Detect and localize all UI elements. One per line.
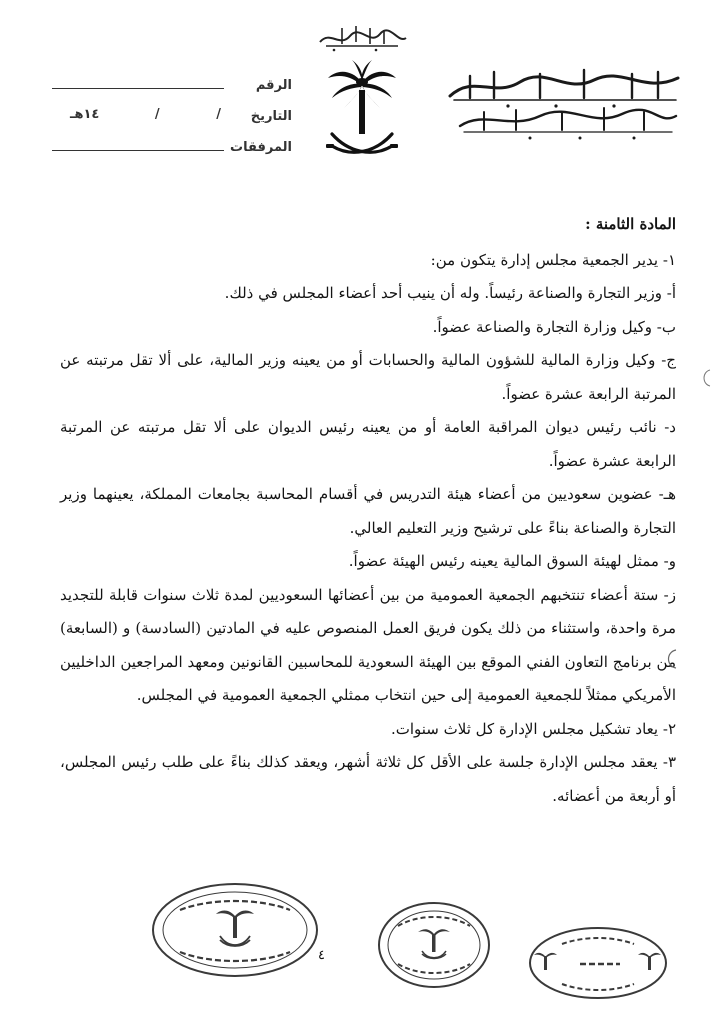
list-item-a: أ- وزير التجارة والصناعة رئيساً. وله أن ينيب أحد أعضاء المجلس في ذلك. [224, 284, 676, 302]
attachments-label: المرفقات [230, 140, 292, 155]
basmala-calligraphy [312, 22, 412, 54]
list-item-f: و- ممثل لهيئة السوق المالية يعينه رئيس الهيئة عضواً. [348, 552, 676, 570]
list-item-b: ب- وكيل وزارة التجارة والصناعة عضواً. [432, 317, 676, 336]
margin-mark [700, 368, 712, 388]
number-label: الرقم [255, 78, 292, 93]
paragraph-3: ٣- يعقد مجلس الإدارة جلسة على الأقل كل ثلاثة أشهر، ويعقد كذلك بناءً على طلب رئيس المجلس، أو أربعة من أعضائه. [60, 753, 676, 805]
article-body [60, 208, 676, 813]
attachments-field [52, 124, 292, 155]
article-title: المادة الثامنة : [585, 215, 676, 233]
secretariat-stamp [376, 900, 492, 990]
list-item-c: ج- وكيل وزارة المالية للشؤون المالية والحسابات أو من يعينه وزير المالية، على ألا تقل مرتبته عن المرتبة الرابعة عشرة عضواً. [60, 351, 676, 403]
number-line [52, 87, 224, 89]
true-copy-stamp [528, 926, 668, 1000]
date-suffix: ١٤هـ [70, 107, 100, 122]
paragraph-1-intro: ١- يدير الجمعية مجلس إدارة يتكون من: [430, 250, 676, 269]
date-value [52, 107, 230, 124]
margin-mark [664, 648, 678, 670]
number-field [52, 62, 292, 93]
date-sep-2: / [154, 107, 161, 122]
list-item-g: ز- ستة أعضاء تنتخبهم الجمعية العمومية من بين أعضائها السعوديين لمدة ثلاث سنوات قابلة للتجديد مرة واحدة، واستثناء من ذلك يكون فريق العمل المنصوص عليه في المادتين (السادسة) و (السابعة) من برنامج التعاون الفني الموقع بين الهيئة السعودية للمحاسبين القانونين ومعهد المراجعين الداخليين الأمريكي ممثلاً للجمعية العمومية إلى حين انتخاب ممثلي الجمعية العمومية في المجلس. [60, 585, 676, 704]
attachments-line [52, 149, 224, 151]
date-sep-1: / [216, 107, 222, 122]
paragraph-2: ٢- يعاد تشكيل مجلس الإدارة كل ثلاث سنوات. [390, 719, 676, 738]
letterhead-calligraphy [444, 64, 684, 144]
list-item-d: د- نائب رئيس ديوان المراقبة العامة أو من يعينه رئيس الديوان على ألا تقل مرتبته عن المرتبة الرابعة عشرة عضواً. [60, 418, 676, 470]
page-number: ٤ [318, 948, 325, 963]
date-label: التاريخ [250, 109, 292, 124]
authority-stamp [150, 880, 320, 980]
date-field [52, 93, 292, 124]
reference-fields [52, 62, 292, 155]
list-item-e: هـ- عضوين سعوديين من أعضاء هيئة التدريس في أقسام المحاسبة بجامعات المملكة، يعينهما وزير التجارة والصناعة بناءً على ترشيح وزير التعليم العالي. [60, 485, 676, 537]
saudi-emblem-icon [322, 60, 402, 170]
